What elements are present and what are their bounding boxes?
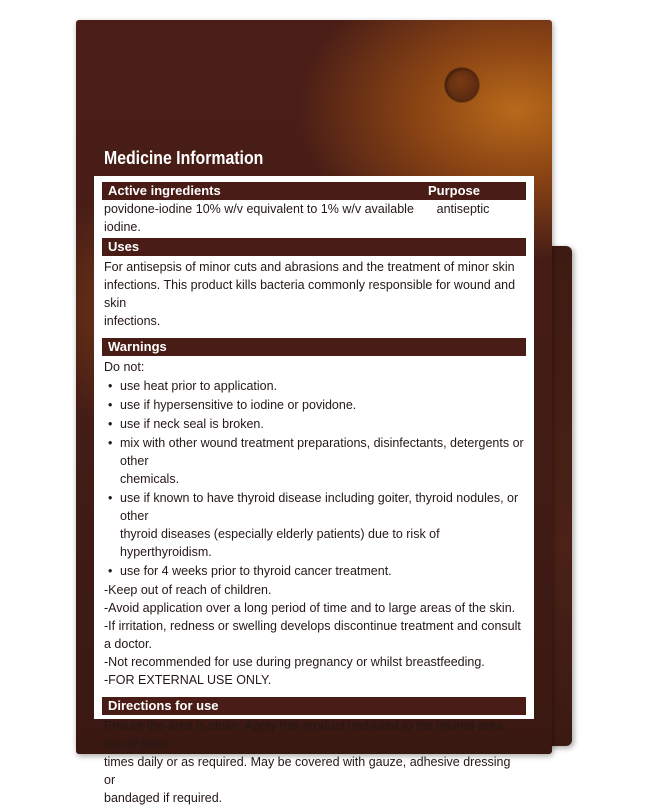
active-ingredients-header — [102, 182, 526, 200]
medicine-package-back — [76, 20, 552, 805]
warning-item — [104, 434, 524, 488]
warning-item: • use heat prior to application. — [104, 377, 524, 395]
uses-line: infections. This product kills bacteria commonly responsible for wound and skin — [104, 278, 516, 310]
warnings-text — [102, 356, 526, 689]
ingredient-text: povidone-iodine 10% w/v equivalent to 1% w/v available iodine. — [104, 202, 414, 234]
warnings-intro: Do not: — [104, 360, 145, 374]
hang-hole — [445, 68, 479, 102]
ingredient-row — [102, 200, 526, 236]
active-ingredients-label: Active ingredients — [108, 183, 221, 198]
warnings-label: Warnings — [108, 339, 167, 354]
warning-note: -If irritation, redness or swelling develops discontinue treatment and consult a doctor. — [104, 619, 521, 651]
uses-text — [102, 256, 526, 330]
warning-item — [104, 489, 524, 561]
warnings-list — [104, 377, 524, 580]
warning-item: • use for 4 weeks prior to thyroid cancer treatment. — [104, 562, 524, 580]
purpose-label: Purpose — [428, 183, 481, 198]
directions-line: times daily or as required. May be covered with gauze, adhesive dressing or — [104, 755, 511, 787]
warning-note: -FOR EXTERNAL USE ONLY. — [104, 673, 272, 687]
warning-item: • use if neck seal is broken. — [104, 415, 524, 433]
warning-note: -Keep out of reach of children. — [104, 583, 272, 597]
uses-line: infections. — [104, 314, 161, 328]
warning-item-line: mix with other wound treatment preparations, disinfectants, detergents or other — [120, 436, 524, 468]
uses-label: Uses — [108, 239, 140, 254]
directions-text — [102, 715, 526, 807]
directions-label: Directions for use — [108, 698, 219, 713]
directions-line: bandaged if required. — [104, 791, 223, 805]
directions-header — [102, 697, 526, 715]
uses-header — [102, 238, 526, 256]
information-panel — [94, 176, 534, 805]
warning-item-line: use if known to have thyroid disease including goiter, thyroid nodules, or other — [120, 491, 519, 523]
uses-line: For antisepsis of minor cuts and abrasions and the treatment of minor skin — [104, 260, 515, 274]
warning-item-line: chemicals. — [120, 472, 180, 486]
warning-item: • use if hypersensitive to iodine or povidone. — [104, 396, 524, 414]
warning-note: -Avoid application over a long period of time and to large areas of the skin. — [104, 601, 516, 615]
page-title: Medicine Information — [104, 148, 264, 168]
warning-note: -Not recommended for use during pregnancy or whilst breastfeeding. — [104, 655, 485, 669]
warnings-header — [102, 338, 526, 356]
purpose-text: antiseptic — [436, 202, 490, 216]
warning-item-line: thyroid diseases (especially elderly patients) due to risk of hyperthyroidism. — [120, 527, 440, 559]
directions-line: Ensure the area is clean. Apply this product undiluted to the injured area two or three — [104, 719, 503, 751]
